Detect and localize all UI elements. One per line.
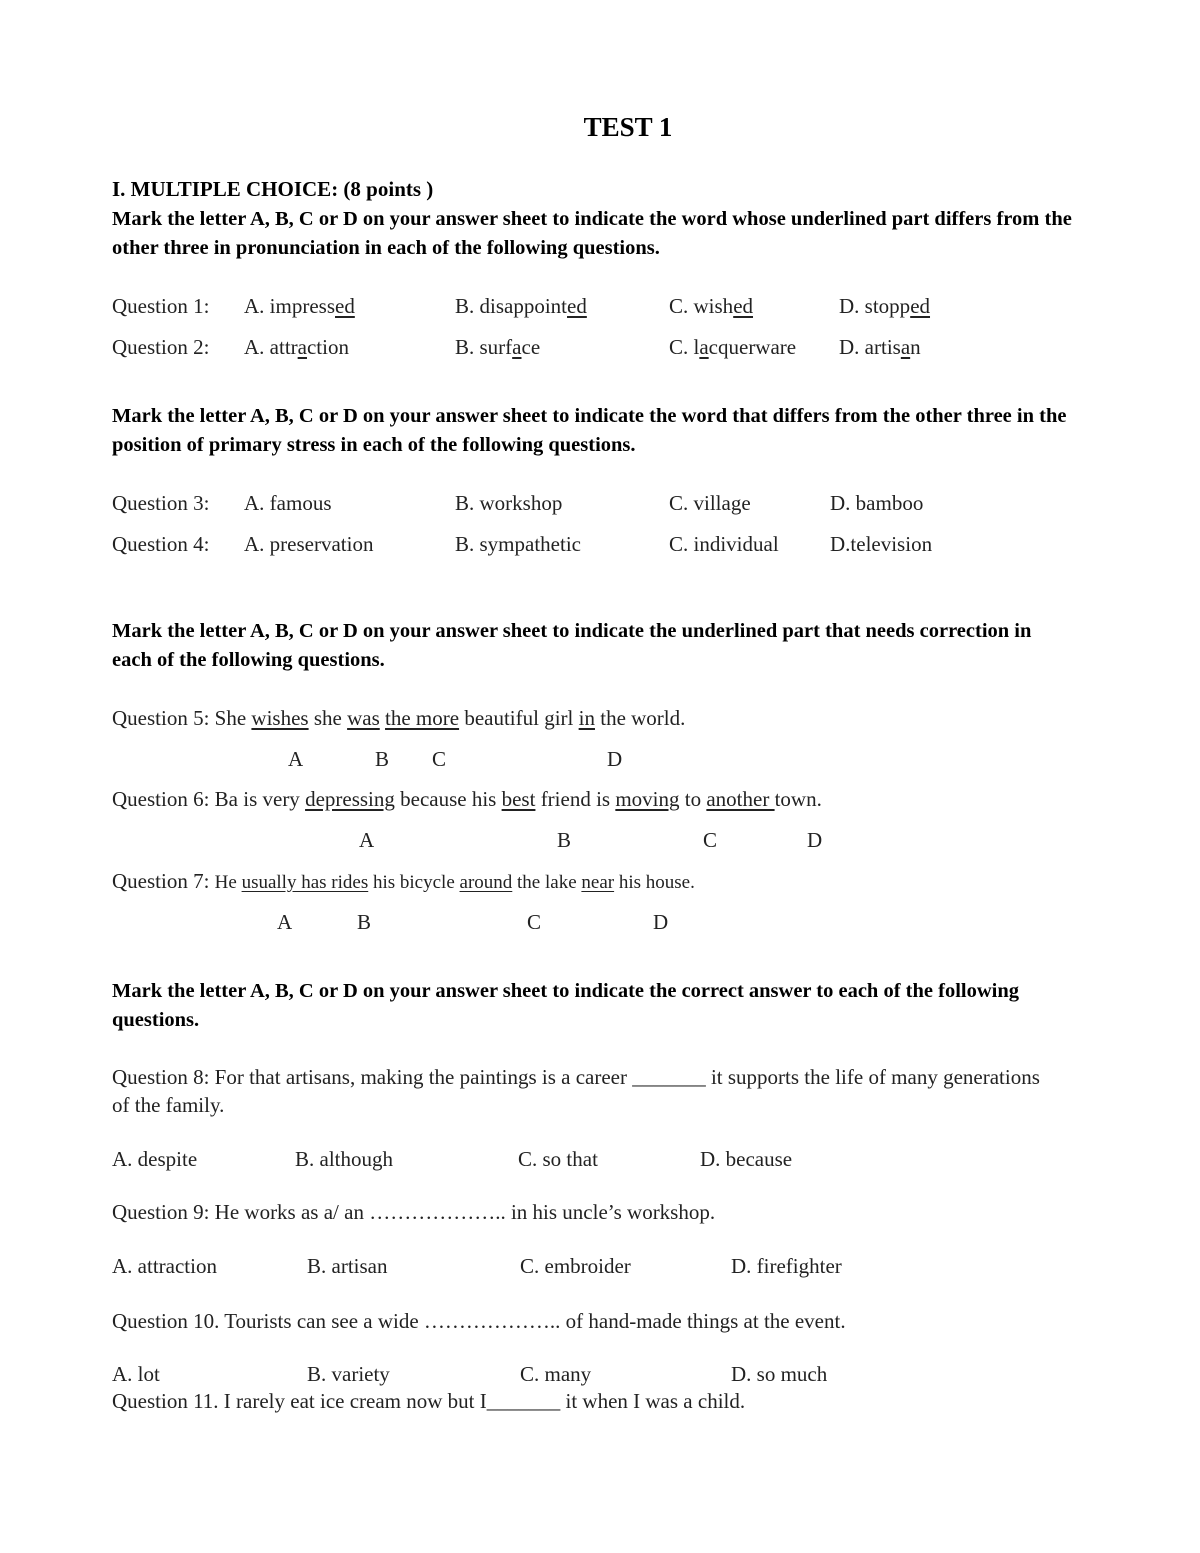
question-6-letter-c: C [703, 828, 718, 852]
question-6-letter-b: B [557, 828, 572, 852]
question-7-letter-b: B [357, 910, 372, 934]
question-4-option-a: A. preservation [244, 532, 374, 556]
question-8-text: Question 8: For that artisans, making the paintings is a career _______ it supports the life of many generations of the family. [112, 1065, 1040, 1117]
question-4-label: Question 4: [112, 532, 210, 556]
instruction-correction: Mark the letter A, B, C or D on your answer sheet to indicate the underlined part that needs correction in each of the following questions. [112, 620, 1032, 671]
question-3-option-b: B. workshop [455, 491, 563, 515]
question-3-label: Question 3: [112, 491, 210, 515]
question-7-letter-d: D [653, 910, 669, 934]
question-5-letter-d: D [607, 747, 623, 771]
question-5-letter-c: C [432, 747, 447, 771]
instruction-correct-answer: Mark the letter A, B, C or D on your answer sheet to indicate the correct answer to each of the following questions. [112, 980, 1019, 1031]
section-heading: I. MULTIPLE CHOICE: (8 points ) [112, 177, 434, 201]
question-4-option-b: B. sympathetic [455, 532, 581, 556]
question-9-option-d: D. firefighter [731, 1254, 842, 1278]
question-9-text: Question 9: He works as a/ an ……………….. in his uncle’s workshop. [112, 1200, 716, 1224]
question-3-option-d: D. bamboo [830, 491, 924, 515]
question-2-option-c: C. lacquerware [669, 335, 797, 359]
page-title: TEST 1 [583, 112, 673, 142]
question-1-option-c: C. wished [669, 294, 754, 318]
question-7-letter-a: A [277, 910, 293, 934]
question-9-option-a: A. attraction [112, 1254, 217, 1278]
question-8-option-a: A. despite [112, 1147, 198, 1171]
question-5-letter-a: A [288, 747, 304, 771]
question-11-text: Question 11. I rarely eat ice cream now but I_______ it when I was a child. [112, 1389, 746, 1413]
question-5-letter-b: B [375, 747, 390, 771]
question-10-text: Question 10. Tourists can see a wide ……………….. of hand-made things at the event. [112, 1309, 846, 1333]
question-7-sentence: Question 7: He usually has rides his bicycle around the lake near his house. [112, 869, 695, 893]
question-3-option-a: A. famous [244, 491, 332, 515]
question-9-option-b: B. artisan [307, 1254, 388, 1278]
question-10-option-d: D. so much [731, 1362, 828, 1386]
question-1-option-a: A. impressed [244, 294, 355, 318]
instruction-stress: Mark the letter A, B, C or D on your answer sheet to indicate the word that differs from the other three in the position of primary stress in each of the following questions. [112, 405, 1067, 456]
question-9-option-c: C. embroider [520, 1254, 631, 1278]
question-4-option-c: C. individual [669, 532, 779, 556]
question-6-letter-d: D [807, 828, 823, 852]
question-4-option-d: D.television [830, 532, 933, 556]
question-3-option-c: C. village [669, 491, 751, 515]
question-1-label: Question 1: [112, 294, 210, 318]
question-6-letter-a: A [359, 828, 375, 852]
question-6-sentence: Question 6: Ba is very depressing because his best friend is moving to another town. [112, 787, 822, 811]
question-2-option-d: D. artisan [839, 335, 921, 359]
question-2-label: Question 2: [112, 335, 210, 359]
question-1-option-d: D. stopped [839, 294, 931, 318]
question-2-option-b: B. surface [455, 335, 541, 359]
question-8-option-d: D. because [700, 1147, 793, 1171]
question-1-option-b: B. disappointed [455, 294, 587, 318]
question-7-letter-c: C [527, 910, 542, 934]
instruction-pronunciation: Mark the letter A, B, C or D on your answer sheet to indicate the word whose underlined part differs from the other three in pronunciation in each of the following questions. [112, 208, 1072, 259]
question-8-option-b: B. although [295, 1147, 393, 1171]
question-2-option-a: A. attraction [244, 335, 349, 359]
question-10-option-c: C. many [520, 1362, 592, 1386]
question-10-option-b: B. variety [307, 1362, 390, 1386]
question-5-sentence: Question 5: She wishes she was the more beautiful girl in the world. [112, 706, 686, 730]
question-8-option-c: C. so that [518, 1147, 598, 1171]
question-10-option-a: A. lot [112, 1362, 160, 1386]
